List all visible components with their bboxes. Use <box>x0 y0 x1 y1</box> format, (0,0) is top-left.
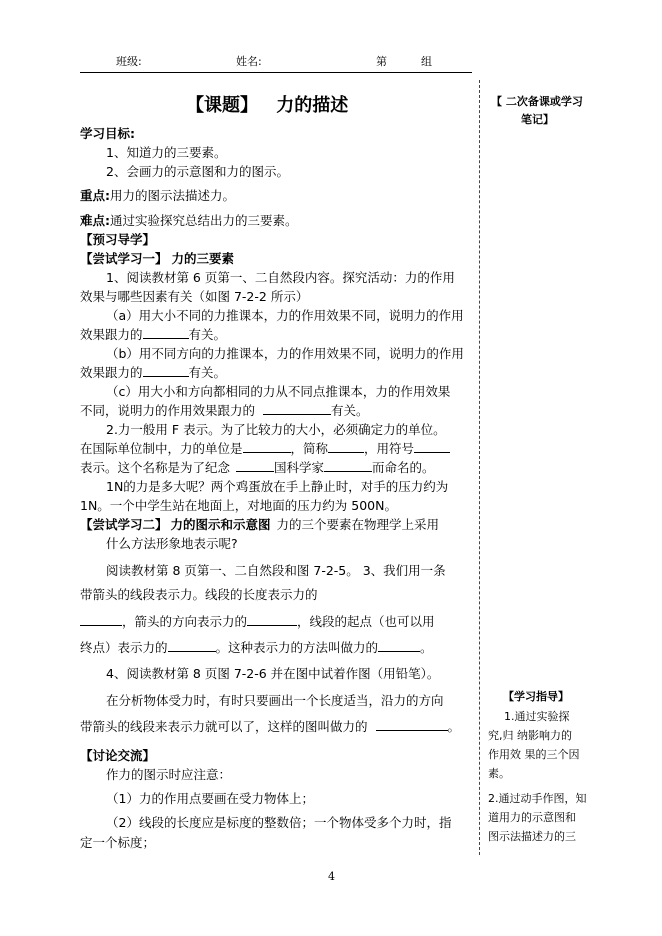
page-title <box>186 91 348 117</box>
fill-blank[interactable] <box>168 639 216 652</box>
try2-line-2: 什么方法形象地表示呢? <box>106 536 238 551</box>
arrow-line-3b: 。这种表示力的方法叫做力的 <box>215 640 379 655</box>
fill-blank[interactable] <box>143 326 189 339</box>
b-line-2a: 效果跟力的 <box>80 365 143 380</box>
title-bracket: 【课题】 <box>186 95 258 116</box>
guide-line: 道用力的示意图和 <box>488 811 576 824</box>
try2-title: 力的图示和示意图 <box>170 517 271 532</box>
arrow-line-2b: ，线段的起点（也可以用 <box>297 614 435 629</box>
key-text: 用力的图示法描述力。 <box>110 188 236 203</box>
c-line-2b: 有关。 <box>331 403 369 418</box>
a-line-1: （a）用大小不同的力推课本，力的作用效果不同，说明力的作用 <box>106 308 464 323</box>
c-line-2a: 不同，说明力的作用效果跟力的 <box>80 403 256 418</box>
fill-blank[interactable] <box>263 402 331 415</box>
arrow-line-3a: 终点）表示力的 <box>80 640 168 655</box>
name-label: 姓名: <box>236 55 262 68</box>
fill-blank[interactable] <box>414 440 450 453</box>
disc-line-3: （2）线段的长度应是标度的整数倍；一个物体受多个力时，指 <box>106 815 452 830</box>
diff-text: 通过实验探究总结出力的三要素。 <box>110 213 298 228</box>
fill-blank[interactable] <box>324 459 372 472</box>
a-line-2a: 效果跟力的 <box>80 327 143 342</box>
note-title-1: 【 二次备课或学习 <box>491 95 583 108</box>
page-number: 4 <box>328 870 335 883</box>
class-label: 班级: <box>116 55 142 68</box>
f-line-3a: 表示。这个名称是为了纪念 <box>80 460 231 475</box>
key-point <box>80 186 235 205</box>
arrow-line-3 <box>80 638 433 657</box>
p4-line: 4、阅读教材第 8 页图 7-2-6 并在图中试着作图（用铅笔）。 <box>106 666 440 681</box>
f-line-1: 2.力一般用 F 表示。为了比较力的大小，必须确定力的单位。 <box>106 422 446 437</box>
try1-label: 【尝试学习一】 <box>80 251 168 266</box>
fill-blank[interactable] <box>80 613 122 626</box>
fill-blank[interactable] <box>143 364 189 377</box>
header-rule <box>80 72 472 73</box>
try1-title: 力的三要素 <box>171 251 235 266</box>
fill-blank[interactable] <box>378 639 420 652</box>
arrow-line-3c: 。 <box>420 640 433 655</box>
b-line-1: （b）用不同方向的力推课本，力的作用效果不同，说明力的作用 <box>106 346 464 361</box>
fill-blank[interactable] <box>243 440 291 453</box>
group-di: 第 <box>376 55 387 68</box>
analysis-line-2a: 带箭头的线段来表示力就可以了，这样的图叫做力的 <box>80 719 368 734</box>
p1-line-1: 1、阅读教材第 6 页第一、二自然段内容。探究活动：力的作用 <box>106 270 455 285</box>
guide-line: 素。 <box>488 767 510 780</box>
c-line-2 <box>80 401 369 420</box>
p1-line-2: 效果与哪些因素有关（如图 7-2-2 所示） <box>80 289 309 304</box>
f-line-2c: ，用符号 <box>364 441 415 456</box>
f-line-3 <box>80 458 435 477</box>
try2-label: 【尝试学习二】 <box>80 517 168 532</box>
guide-title: 【学习指导】 <box>503 690 569 703</box>
f-line-3c: 而命名的。 <box>372 460 435 475</box>
goal-1: 1、知道力的三要素。 <box>106 145 227 160</box>
fill-blank[interactable] <box>376 718 448 731</box>
disc-line-1: 作力的图示时应注意： <box>106 767 232 782</box>
note-title-2: 笔记】 <box>521 113 554 126</box>
f-line-2 <box>80 439 450 458</box>
fill-blank[interactable] <box>328 440 364 453</box>
n-line-2: 1N。一个中学生站在地面上，对地面的压力约为 500N。 <box>80 498 397 513</box>
a-line-2 <box>80 325 226 344</box>
goal-2: 2、会画力的示意图和力的图示。 <box>106 164 289 179</box>
disc-line-4: 定一个标度； <box>80 835 156 850</box>
guide-line: 1.通过实验探 <box>504 710 570 723</box>
guide-line: 图示法描述力的三 <box>488 830 576 843</box>
goals-title: 学习目标: <box>80 126 135 141</box>
group-zu: 组 <box>421 55 432 68</box>
try2-heading <box>80 515 439 534</box>
preview-heading: 【预习导学】 <box>80 232 156 247</box>
disc-line-2: （1）力的作用点要画在受力物体上； <box>106 791 314 806</box>
column-divider <box>479 80 480 855</box>
n-line-1: 1N的力是多大呢？两个鸡蛋放在手上静止时，对手的压力约为 <box>106 479 449 494</box>
arrow-line-2 <box>80 612 435 631</box>
read8-line: 阅读教材第 8 页第一、二自然段和图 7-2-5。 3、我们用一条 <box>106 563 446 578</box>
try2-text: 力的三个要素在物理学上采用 <box>276 517 440 532</box>
b-line-2b: 有关。 <box>188 365 227 380</box>
analysis-line-2b: 。 <box>447 719 461 734</box>
guide-line: 2.通过动手作图，知 <box>488 792 587 805</box>
diff-label: 难点: <box>80 213 110 228</box>
a-line-2b: 有关。 <box>188 327 227 342</box>
f-line-3b: 国科学家 <box>274 460 325 475</box>
c-line-1: （c）用大小和方向都相同的力从不同点推课本，力的作用效果 <box>106 384 451 399</box>
guide-line: 作用效 果的三个因 <box>488 748 580 761</box>
fill-blank[interactable] <box>236 459 274 472</box>
f-line-2a: 在国际单位制中，力的单位是 <box>80 441 243 456</box>
guide-line: 究,归 纳影响力的 <box>488 729 572 742</box>
difficulty <box>80 211 298 230</box>
fill-blank[interactable] <box>247 613 297 626</box>
b-line-2 <box>80 363 226 382</box>
analysis-line-2 <box>80 717 460 736</box>
key-label: 重点: <box>80 188 110 203</box>
title-text: 力的描述 <box>276 95 349 116</box>
f-line-2b: ，简称 <box>290 441 329 456</box>
analysis-line-1: 在分析物体受力时，有时只要画出一个长度适当，沿力的方向 <box>106 693 444 708</box>
arrow-line-2a: ，箭头的方向表示力的 <box>122 614 248 629</box>
try1-heading <box>80 249 234 268</box>
discussion-heading: 【讨论交流】 <box>80 748 156 763</box>
arrow-line-1: 带箭头的线段表示力。线段的长度表示力的 <box>80 587 318 602</box>
